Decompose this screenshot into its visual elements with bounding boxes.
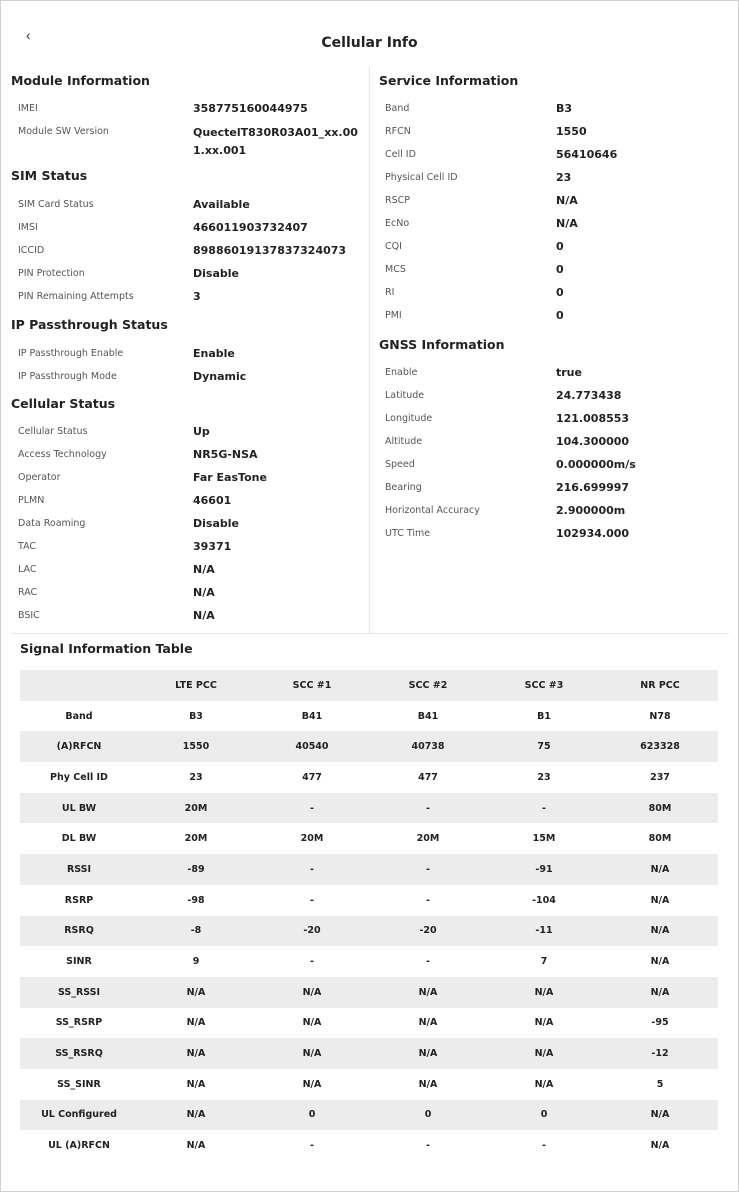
table-row xyxy=(20,946,718,977)
cell-id-label: Cell ID xyxy=(385,149,416,160)
section-divider xyxy=(11,633,729,634)
table-cell: -104 xyxy=(532,894,556,906)
lac-value: N/A xyxy=(193,563,215,576)
rfcn-value: 1550 xyxy=(556,125,587,138)
data-roaming-value: Disable xyxy=(193,517,239,530)
table-cell: N/A xyxy=(650,956,670,968)
imei-label: IMEI xyxy=(18,103,38,114)
table-cell: N/A xyxy=(534,1078,554,1090)
table-cell: 0 xyxy=(308,1109,316,1121)
table-row xyxy=(20,731,718,762)
rac-value: N/A xyxy=(193,586,215,599)
module-sw-version-label: Module SW Version xyxy=(18,126,109,137)
table-header xyxy=(20,670,718,701)
longitude-value: 121.008553 xyxy=(556,412,630,425)
plmn-value: 46601 xyxy=(193,494,232,507)
ecno-label: EcNo xyxy=(385,218,410,229)
table-cell: N/A xyxy=(650,1109,670,1121)
table-cell: 80M xyxy=(648,802,672,814)
table-cell: 40540 xyxy=(295,741,329,753)
table-cell: -12 xyxy=(651,1048,669,1060)
table-cell: N/A xyxy=(186,1140,206,1152)
column-header-nr-pcc: NR PCC xyxy=(640,679,680,691)
pmi-value: 0 xyxy=(556,309,564,322)
cellular-status-label: Cellular Status xyxy=(18,426,88,437)
table-row xyxy=(20,1100,718,1131)
bsic-label: BSIC xyxy=(18,610,40,621)
ip-passthrough-heading: IP Passthrough Status xyxy=(11,317,168,332)
row-label-cell: SINR xyxy=(66,956,92,968)
row-label-cell: Phy Cell ID xyxy=(50,771,108,783)
bearing-label: Bearing xyxy=(385,482,422,493)
table-cell: B1 xyxy=(537,710,551,722)
table-header-row xyxy=(20,670,718,701)
signal-information-table xyxy=(20,670,718,1161)
utc-time-label: UTC Time xyxy=(385,528,431,539)
table-body xyxy=(20,701,718,1161)
table-cell: - xyxy=(310,802,314,814)
table-cell: 15M xyxy=(532,833,556,845)
table-cell: 623328 xyxy=(640,741,680,753)
table-cell: - xyxy=(542,1140,546,1152)
table-cell: -89 xyxy=(187,863,205,875)
latitude-value: 24.773438 xyxy=(556,389,622,402)
signal-information-heading: Signal Information Table xyxy=(20,641,193,656)
latitude-label: Latitude xyxy=(385,390,425,401)
table-cell: 20M xyxy=(416,833,440,845)
table-cell: N/A xyxy=(418,1017,438,1029)
band-value: B3 xyxy=(556,102,573,115)
table-row xyxy=(20,1130,718,1161)
operator-value: Far EasTone xyxy=(193,471,267,484)
horizontal-accuracy-value: 2.900000m xyxy=(556,504,626,517)
pin-protection-value: Disable xyxy=(193,267,239,280)
table-cell: -95 xyxy=(651,1017,669,1029)
service-information-heading: Service Information xyxy=(379,73,519,88)
row-label-cell: SS_RSSI xyxy=(57,986,101,998)
table-cell: 7 xyxy=(540,956,548,968)
gnss-information-heading: GNSS Information xyxy=(379,337,505,352)
physical-cell-id-value: 23 xyxy=(556,171,572,184)
speed-label: Speed xyxy=(385,459,415,470)
row-label-cell: DL BW xyxy=(61,833,97,845)
table-cell: 477 xyxy=(418,771,438,783)
lac-label: LAC xyxy=(18,564,37,575)
pmi-label: PMI xyxy=(385,310,402,321)
table-cell: N/A xyxy=(650,1140,670,1152)
table-cell: - xyxy=(426,863,430,875)
table-cell: - xyxy=(426,894,430,906)
column-header-scc-3: SCC #3 xyxy=(524,679,564,691)
table-cell: 477 xyxy=(302,771,322,783)
chevron-left-icon: ‹ xyxy=(25,26,31,45)
cellular-status-heading: Cellular Status xyxy=(11,396,116,411)
table-cell: N/A xyxy=(650,925,670,937)
table-row xyxy=(20,823,718,854)
plmn-label: PLMN xyxy=(18,495,45,506)
table-cell: N/A xyxy=(418,986,438,998)
operator-label: Operator xyxy=(18,472,61,483)
table-cell: N/A xyxy=(418,1048,438,1060)
table-cell: B3 xyxy=(189,710,203,722)
table-cell: -20 xyxy=(303,925,321,937)
table-cell: N/A xyxy=(534,986,554,998)
sim-card-status-label: SIM Card Status xyxy=(18,199,94,210)
cqi-value: 0 xyxy=(556,240,564,253)
table-cell: 0 xyxy=(424,1109,432,1121)
row-label-cell: UL BW xyxy=(61,802,97,814)
table-cell: - xyxy=(310,894,314,906)
mcs-label: MCS xyxy=(385,264,406,275)
physical-cell-id-label: Physical Cell ID xyxy=(385,172,458,183)
ip-passthrough-mode-label: IP Passthrough Mode xyxy=(18,371,117,382)
table-cell: N/A xyxy=(650,894,670,906)
altitude-label: Altitude xyxy=(385,436,423,447)
iccid-label: ICCID xyxy=(18,245,45,256)
table-cell: B41 xyxy=(417,710,439,722)
row-label-cell: SS_RSRQ xyxy=(55,1048,103,1060)
bearing-value: 216.699997 xyxy=(556,481,630,494)
table-cell: -8 xyxy=(190,925,202,937)
row-label-cell: UL (A)RFCN xyxy=(48,1140,110,1152)
column-header xyxy=(20,670,138,701)
row-label-cell: UL Configured xyxy=(41,1109,117,1121)
table-cell: N/A xyxy=(650,986,670,998)
table-cell: - xyxy=(310,863,314,875)
table-cell: -91 xyxy=(535,863,553,875)
module-sw-version-value: QuectelT830R03A01_xx.001.xx.001 xyxy=(193,126,358,157)
row-label-cell: (A)RFCN xyxy=(56,741,102,753)
module-information-heading: Module Information xyxy=(11,73,150,88)
table-cell: N/A xyxy=(186,1078,206,1090)
table-row xyxy=(20,701,718,732)
column-divider xyxy=(369,67,370,633)
pin-remaining-attempts-label: PIN Remaining Attempts xyxy=(18,291,134,302)
iccid-value: 89886019137837324073 xyxy=(193,244,347,257)
table-cell: 20M xyxy=(184,802,208,814)
horizontal-accuracy-label: Horizontal Accuracy xyxy=(385,505,480,516)
sim-card-status-value: Available xyxy=(193,198,250,211)
table-cell: N78 xyxy=(649,710,671,722)
bsic-value: N/A xyxy=(193,609,215,622)
table-row xyxy=(20,1008,718,1039)
column-header-scc-2: SCC #2 xyxy=(408,679,448,691)
row-label-cell: Band xyxy=(65,710,93,722)
sim-status-heading: SIM Status xyxy=(11,168,88,183)
row-label-cell: RSSI xyxy=(66,863,92,875)
table-cell: N/A xyxy=(418,1078,438,1090)
access-technology-label: Access Technology xyxy=(18,449,107,460)
table-row xyxy=(20,977,718,1008)
table-cell: N/A xyxy=(186,1017,206,1029)
ecno-value: N/A xyxy=(556,217,578,230)
cell-id-value: 56410646 xyxy=(556,148,618,161)
pin-protection-label: PIN Protection xyxy=(18,268,85,279)
pin-remaining-attempts-value: 3 xyxy=(193,290,201,303)
band-label: Band xyxy=(385,103,410,114)
row-label-cell: SS_RSRP xyxy=(55,1017,103,1029)
page-title: Cellular Info xyxy=(321,35,418,51)
gnss-enable-value: true xyxy=(556,366,582,379)
table-cell: N/A xyxy=(186,986,206,998)
table-row xyxy=(20,1038,718,1069)
rac-label: RAC xyxy=(18,587,38,598)
table-cell: N/A xyxy=(302,986,322,998)
tac-value: 39371 xyxy=(193,540,232,553)
table-row xyxy=(20,1069,718,1100)
table-cell: - xyxy=(542,802,546,814)
table-cell: 1550 xyxy=(182,741,210,753)
data-roaming-label: Data Roaming xyxy=(18,518,86,529)
tac-label: TAC xyxy=(18,541,37,552)
table-cell: B41 xyxy=(301,710,323,722)
rscp-value: N/A xyxy=(556,194,578,207)
table-cell: 23 xyxy=(537,771,551,783)
table-cell: 20M xyxy=(184,833,208,845)
access-technology-value: NR5G-NSA xyxy=(193,448,258,461)
table-cell: N/A xyxy=(186,1109,206,1121)
table-cell: N/A xyxy=(534,1017,554,1029)
table-cell: - xyxy=(310,1140,314,1152)
rfcn-label: RFCN xyxy=(385,126,411,137)
table-cell: 80M xyxy=(648,833,672,845)
imsi-value: 466011903732407 xyxy=(193,221,308,234)
altitude-value: 104.300000 xyxy=(556,435,630,448)
table-cell: N/A xyxy=(302,1017,322,1029)
table-cell: 20M xyxy=(300,833,324,845)
table-row xyxy=(20,916,718,947)
table-cell: N/A xyxy=(302,1078,322,1090)
rscp-label: RSCP xyxy=(385,195,410,206)
table-cell: N/A xyxy=(534,1048,554,1060)
imei-value: 358775160044975 xyxy=(193,102,308,115)
ri-label: RI xyxy=(385,287,395,298)
table-cell: N/A xyxy=(186,1048,206,1060)
table-row xyxy=(20,885,718,916)
table-cell: - xyxy=(426,802,430,814)
table-cell: 5 xyxy=(656,1078,664,1090)
table-cell: -98 xyxy=(187,894,205,906)
ip-passthrough-mode-value: Dynamic xyxy=(193,370,247,383)
imsi-label: IMSI xyxy=(18,222,38,233)
table-cell: 9 xyxy=(192,956,200,968)
table-cell: -20 xyxy=(419,925,437,937)
table-row xyxy=(20,793,718,824)
longitude-label: Longitude xyxy=(385,413,433,424)
column-header-lte-pcc: LTE PCC xyxy=(175,679,217,691)
table-cell: 0 xyxy=(540,1109,548,1121)
table-cell: 40738 xyxy=(411,741,445,753)
row-label-cell: RSRP xyxy=(64,894,94,906)
table-row xyxy=(20,762,718,793)
table-cell: 237 xyxy=(650,771,670,783)
table-row xyxy=(20,854,718,885)
row-label-cell: SS_SINR xyxy=(57,1078,101,1090)
row-label-cell: RSRQ xyxy=(64,925,94,937)
table-cell: - xyxy=(310,956,314,968)
table-cell: N/A xyxy=(650,863,670,875)
table-cell: 23 xyxy=(189,771,203,783)
ip-passthrough-enable-label: IP Passthrough Enable xyxy=(18,348,124,359)
table-cell: N/A xyxy=(302,1048,322,1060)
cellular-status-value: Up xyxy=(193,425,210,438)
column-header-scc-1: SCC #1 xyxy=(292,679,332,691)
table-cell: - xyxy=(426,956,430,968)
cqi-label: CQI xyxy=(385,241,402,252)
mcs-value: 0 xyxy=(556,263,564,276)
utc-time-value: 102934.000 xyxy=(556,527,630,540)
gnss-enable-label: Enable xyxy=(385,367,418,378)
table-cell: -11 xyxy=(535,925,553,937)
ri-value: 0 xyxy=(556,286,564,299)
table-cell: 75 xyxy=(537,741,551,753)
ip-passthrough-enable-value: Enable xyxy=(193,347,235,360)
speed-value: 0.000000m/s xyxy=(556,458,636,471)
table-cell: - xyxy=(426,1140,430,1152)
